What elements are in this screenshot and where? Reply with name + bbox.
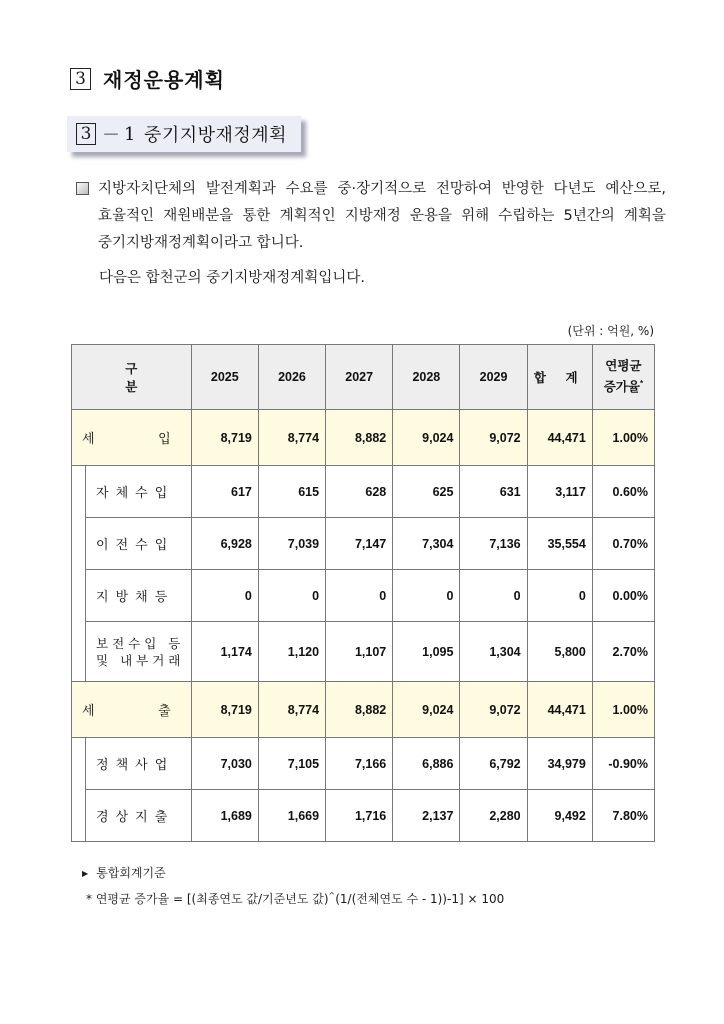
triangle-bullet-icon: ▶ — [82, 868, 89, 878]
value-cell: 6,928 — [191, 518, 258, 570]
paragraph-word: 중·장기적으로 — [337, 181, 427, 197]
row-label — [86, 622, 192, 682]
value-cell: 0.60% — [592, 466, 654, 518]
table-row — [72, 622, 655, 682]
paragraph-word: 예산으로, — [605, 181, 666, 197]
value-cell: 6,886 — [393, 738, 460, 790]
paragraph-line: 중기지방재정계획이라고 합니다. — [98, 235, 304, 251]
paragraph-word: 다년도 — [553, 181, 596, 197]
footnote-2-caret: ^ — [328, 890, 336, 900]
paragraph-word: 지방자치단체의 — [98, 181, 197, 197]
row-label: 자체수입 — [86, 466, 192, 518]
table-header-row — [72, 345, 655, 410]
table-row — [72, 518, 655, 570]
indent-cell — [72, 622, 86, 682]
paragraph-word: 통한 — [242, 208, 271, 224]
value-cell: -0.90% — [592, 738, 654, 790]
value-cell: 7.80% — [592, 790, 654, 842]
budget-plan-table — [71, 344, 655, 842]
value-cell: 2,137 — [393, 790, 460, 842]
footnote-2-suffix: (1/(전체연도 수 - 1))-1] × 100 — [335, 891, 505, 906]
paragraph-word: 운용을 — [409, 208, 452, 224]
indent-cell — [72, 790, 86, 842]
row-label-text: 보전수입 등 — [96, 635, 185, 651]
value-cell: 9,492 — [527, 790, 592, 842]
value-cell: 1,120 — [258, 622, 325, 682]
paragraph-word: 수립하는 — [498, 208, 555, 224]
paragraph-word: 계획적인 — [279, 208, 336, 224]
footnote-1 — [82, 862, 504, 885]
value-cell: 2.70% — [592, 622, 654, 682]
header-rate-mark: * — [639, 379, 644, 389]
value-cell: 6,792 — [460, 738, 527, 790]
row-label-text: 세 출 — [82, 704, 171, 719]
paragraph-word: 5년간의 — [563, 208, 615, 224]
value-cell: 1,689 — [191, 790, 258, 842]
intro-second-line: 다음은 합천군의 중기지방재정계획입니다. — [99, 270, 365, 286]
value-cell: 0.00% — [592, 570, 654, 622]
footnote-2 — [82, 885, 504, 910]
table-row — [72, 466, 655, 518]
value-cell: 615 — [258, 466, 325, 518]
paragraph-word: 전망하여 — [435, 181, 492, 197]
header-year: 2027 — [326, 345, 393, 410]
value-cell: 8,719 — [191, 410, 258, 466]
paragraph-word: 위해 — [461, 208, 490, 224]
section-title-text: 재정운용계획 — [103, 68, 225, 92]
intro-paragraph — [76, 176, 666, 257]
row-label-text: 세 입 — [82, 432, 171, 447]
footnote-1-text: 통합회계기준 — [96, 866, 166, 880]
value-cell: 35,554 — [527, 518, 592, 570]
value-cell: 44,471 — [527, 410, 592, 466]
footnote-2-prefix: * 연평균 증가율 = [(최종연도 값/기준년도 값) — [86, 891, 329, 906]
row-label — [72, 682, 192, 738]
indent-cell — [72, 570, 86, 622]
paragraph-word: 지방재정 — [344, 208, 401, 224]
indent-cell — [72, 466, 86, 518]
subsection-number: 3 — [76, 123, 96, 145]
value-cell: 1,174 — [191, 622, 258, 682]
value-cell: 0 — [460, 570, 527, 622]
row-label: 경상지출 — [86, 790, 192, 842]
paragraph-line — [76, 176, 666, 203]
value-cell: 9,024 — [393, 682, 460, 738]
value-cell: 7,147 — [326, 518, 393, 570]
header-rate — [592, 345, 654, 410]
footnotes — [82, 862, 504, 910]
value-cell: 7,030 — [191, 738, 258, 790]
value-cell: 8,882 — [326, 682, 393, 738]
header-rate-line2: 증가율 — [603, 380, 640, 395]
subsection-title — [67, 116, 301, 152]
value-cell: 9,024 — [393, 410, 460, 466]
table-row — [72, 738, 655, 790]
header-year: 2026 — [258, 345, 325, 410]
section-title — [70, 64, 225, 93]
value-cell: 44,471 — [527, 682, 592, 738]
unit-note: (단위 : 억원, %) — [567, 324, 654, 338]
value-cell: 9,072 — [460, 682, 527, 738]
value-cell: 8,882 — [326, 410, 393, 466]
table-row — [72, 790, 655, 842]
value-cell: 1,095 — [393, 622, 460, 682]
table-total-row — [72, 682, 655, 738]
value-cell: 34,979 — [527, 738, 592, 790]
value-cell: 0 — [191, 570, 258, 622]
paragraph-word: 효율적인 — [98, 208, 155, 224]
value-cell: 8,774 — [258, 410, 325, 466]
row-label: 이전수입 — [86, 518, 192, 570]
value-cell: 1,304 — [460, 622, 527, 682]
value-cell: 1.00% — [592, 410, 654, 466]
value-cell: 0.70% — [592, 518, 654, 570]
value-cell: 2,280 — [460, 790, 527, 842]
value-cell: 7,039 — [258, 518, 325, 570]
value-cell: 1,716 — [326, 790, 393, 842]
value-cell: 1.00% — [592, 682, 654, 738]
value-cell: 5,800 — [527, 622, 592, 682]
subsection-title-text: 중기지방재정계획 — [143, 125, 288, 146]
section-number: 3 — [70, 68, 91, 90]
value-cell: 631 — [460, 466, 527, 518]
value-cell: 1,669 — [258, 790, 325, 842]
paragraph-word: 수요를 — [285, 181, 328, 197]
value-cell: 7,105 — [258, 738, 325, 790]
value-cell: 8,719 — [191, 682, 258, 738]
value-cell: 9,072 — [460, 410, 527, 466]
indent-cell — [72, 518, 86, 570]
value-cell: 0 — [326, 570, 393, 622]
value-cell: 8,774 — [258, 682, 325, 738]
value-cell: 0 — [393, 570, 460, 622]
paragraph-word: 계획을 — [623, 208, 666, 224]
row-label-text: 및 내부거래 — [96, 652, 185, 668]
value-cell: 7,166 — [326, 738, 393, 790]
table-total-row — [72, 410, 655, 466]
header-year: 2028 — [393, 345, 460, 410]
checkbox-bullet-icon — [76, 182, 89, 195]
indent-cell — [72, 738, 86, 790]
value-cell: 617 — [191, 466, 258, 518]
header-category: 구 분 — [72, 345, 192, 410]
paragraph-word: 반영한 — [501, 181, 544, 197]
subsection-index: 1 — [124, 123, 136, 145]
row-label — [72, 410, 192, 466]
value-cell: 7,304 — [393, 518, 460, 570]
table-row — [72, 570, 655, 622]
paragraph-word: 재원배분을 — [163, 208, 234, 224]
row-label: 지방채등 — [86, 570, 192, 622]
value-cell: 625 — [393, 466, 460, 518]
subsection-dash: － — [102, 125, 120, 146]
header-year: 2025 — [191, 345, 258, 410]
value-cell: 3,117 — [527, 466, 592, 518]
paragraph-word: 발전계획과 — [205, 181, 276, 197]
value-cell: 0 — [527, 570, 592, 622]
value-cell: 628 — [326, 466, 393, 518]
value-cell: 7,136 — [460, 518, 527, 570]
row-label: 정책사업 — [86, 738, 192, 790]
value-cell: 0 — [258, 570, 325, 622]
value-cell: 1,107 — [326, 622, 393, 682]
header-year: 2029 — [460, 345, 527, 410]
paragraph-line — [76, 203, 666, 230]
header-rate-line1: 연평균 — [605, 359, 642, 374]
header-total: 합 계 — [527, 345, 592, 410]
